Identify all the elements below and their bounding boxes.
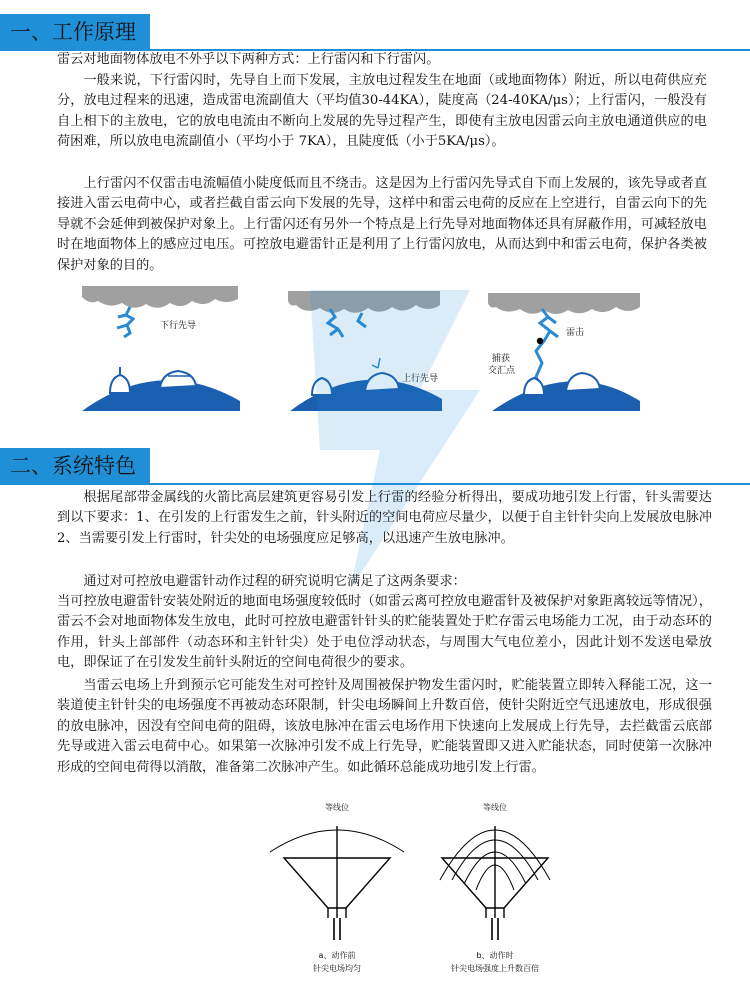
- diagram-a-top-label: 等线位: [325, 803, 349, 812]
- cloud-1: [82, 286, 238, 308]
- lightning-process-figure: [0, 283, 750, 423]
- field-diagram-a: [262, 800, 412, 980]
- downward-leader-bolt-2: [328, 309, 366, 337]
- label-upward-leader: 上行先导: [402, 374, 439, 384]
- paragraph-upward-advantage: 上行雷闪不仅雷击电流幅值小陡度低而且不绕击。这是因为上行雷闪先导式自下而上发展的，该先导或者直接进入雷云电荷中心，或者拦截自雷云向下发展的先导，这样中和雷云电荷的反应在上空进行，自雷云向下的先导就不会延伸到被保护对象上。上行雷闪还有另外一个特点是上行先导对地面物体还具有屏蔽作用，可减轻放电时在地面物体上的感应过电压。可控放电避雷针正是利用了上行雷闪放电，从而达到中和雷云电荷，保护各类被保护对象的目的。: [57, 176, 707, 273]
- label-downward-leader: 下行先导: [160, 321, 197, 331]
- panel-downward-leader: [82, 286, 240, 411]
- upward-streamer-2: [372, 358, 380, 368]
- strike-channel: [536, 309, 558, 385]
- panel-upward-leader: [288, 291, 442, 411]
- section-header-1: [0, 14, 750, 51]
- section-title-1: 一、工作原理: [0, 14, 150, 51]
- diagram-a-caption-2: 针尖电场均匀: [313, 964, 361, 973]
- panel-strike: [488, 293, 640, 411]
- paragraph-downward-vs-upward: 一般来说，下行雷闪时，先导自上而下发展，主放电过程发生在地面（或地面物体）附近，所以电荷供应充分，放电过程来的迅速，造成雷电流副值大（平均值30-44KA），陡度高（24-40KA/μs）；上行雷闪，一般没有自上相下的主放电，它的放电电流由不断向上发展的先导过程产生，即使有主放电因雷云向主放电通道供应的电荷困难，所以放电电流副值小（平均小于 7KA），且陡度低（小于5KA/μs）。: [57, 73, 707, 150]
- downward-leader-bolt-1: [117, 307, 133, 337]
- intro-paragraph: 雷云对地面物体放电不外乎以下两种方式：上行雷闪和下行雷闪。: [57, 52, 440, 67]
- paragraph-study-intro: 通过对可控放电避雷针动作过程的研究说明它满足了这两条要求：: [83, 574, 466, 589]
- ground-3: [492, 381, 640, 411]
- tower-icon: [110, 367, 130, 393]
- header-rule-2: [0, 483, 750, 485]
- diagram-b-caption-1: b、动作时: [476, 951, 514, 960]
- section-header-2: [0, 448, 750, 485]
- section-title-2: 二、系统特色: [0, 448, 150, 485]
- paragraph-release-state: 当雷云电场上升到预示它可能发生对可控针及周围被保护物发生雷闪时，贮能装置立即转入释能工况，这一装道使主针针尖的电场强度不再被动态环限制，针尖电场瞬间上升数百倍，使针尖附近空气迅速放电，形成很强的放电脉冲，因没有空间电荷的阻碍，该放电脉冲在雷云电场作用下快速向上发展成上行先导，去拦截雷云底部先导或进入雷云电荷中心。如果第一次脉冲引发不成上行先导，贮能装置即又进入贮能状态，同时使第一次脉冲形成的空间电荷得以消散，准备第二次脉冲产生。如此循环总能成功地引发上行雷。: [57, 678, 712, 775]
- house-icon: [160, 371, 196, 388]
- diagram-a-caption-1: a、动作前: [318, 951, 356, 960]
- diagram-b-top-label: 等线位: [483, 803, 507, 812]
- paragraph-storage-state: 当可控放电避雷针安装处附近的地面电场强度较低时（如雷云离可控放电避雷针及被保护对象距离较远等情况），雷云不会对地面物体发生放电，此时可控放电避雷针针头的贮能装置处于贮存雷云电场能力工况，由于动态环的作用，针头上部部件（动态环和主针针尖）处于电位浮动状态，与周围大气电位差小，因此计划不发送电晕放电，即保证了在引发发生前针头附近的空间电荷很少的要求。: [57, 594, 712, 671]
- label-strike: 雷击: [566, 328, 585, 338]
- diagram-b-caption-2: 针尖电场强度上升数百倍: [451, 964, 539, 973]
- label-capture-1: 捕获: [492, 354, 511, 364]
- field-diagram-b: [420, 800, 570, 980]
- cloud-2: [288, 291, 440, 313]
- paragraph-requirements: 根据尾部带金属线的火箭比高层建筑更容易引发上行雷的经验分析得出，要成功地引发上行雷，针头需要达到以下要求：1、在引发的上行雷发生之前，针头附近的空间电荷应尽量少，以便于自主针针尖向上发展放电脉冲 2、当需要引发上行雷时，针尖处的电场强度应足够高，以迅速产生放电脉冲。: [57, 490, 712, 546]
- cloud-3: [488, 293, 640, 314]
- label-capture-2: 交汇点: [488, 366, 516, 376]
- capture-point-marker: [537, 338, 543, 344]
